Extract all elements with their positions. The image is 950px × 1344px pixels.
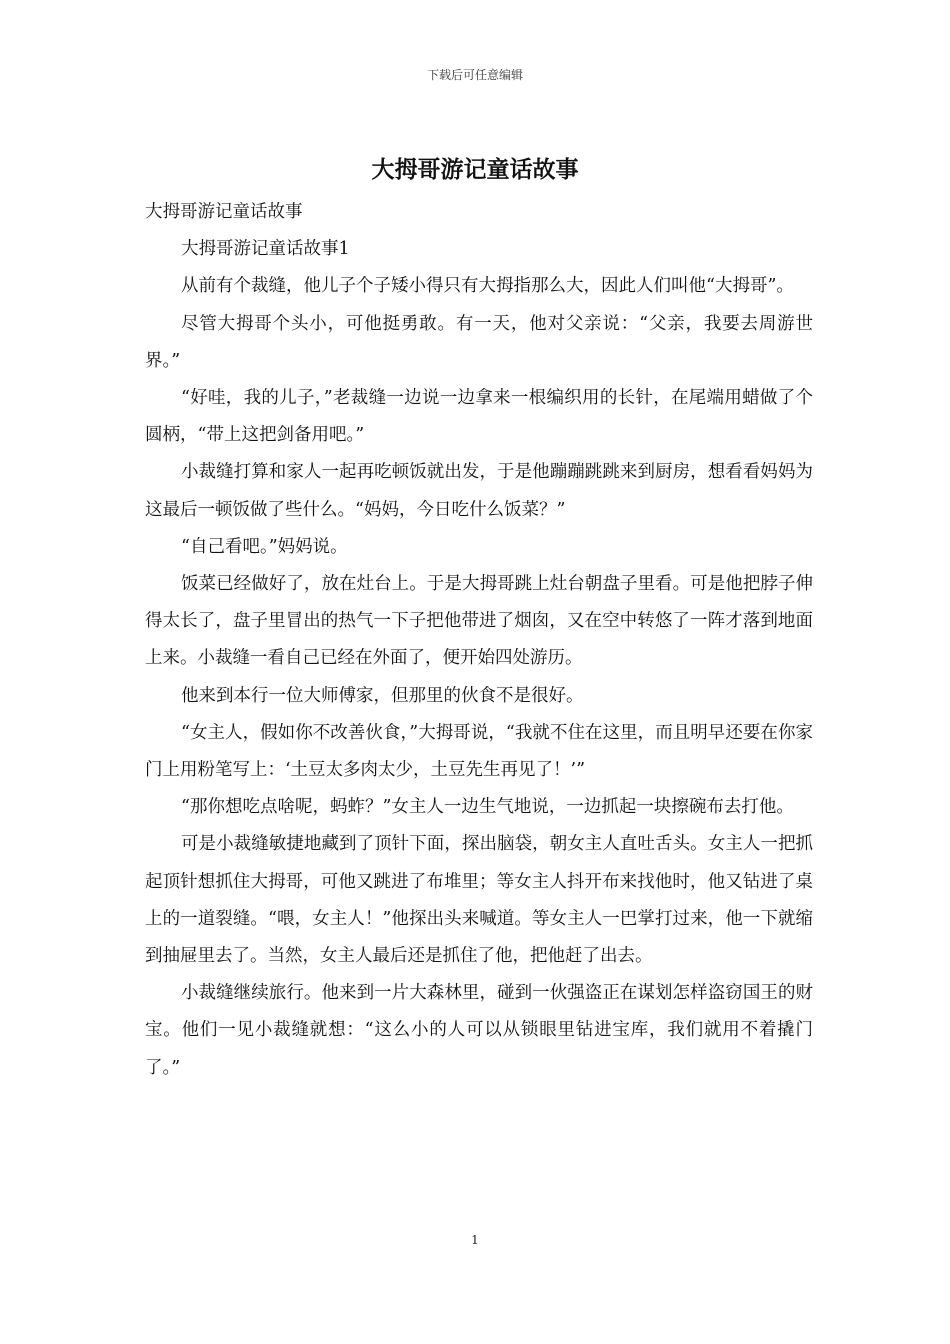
paragraph: “好哇，我的儿子，”老裁缝一边说一边拿来一根编织用的长针，在尾端用蜡做了个圆柄，“带上这把剑备用吧。” bbox=[145, 388, 813, 446]
paragraph: “那你想吃点啥呢，蚂蚱？”女主人一边生气地说，一边抓起一块擦碗布去打他。 bbox=[181, 797, 794, 818]
paragraph: 可是小裁缝敏捷地藏到了顶针下面，探出脑袋，朝女主人直吐舌头。女主人一把抓起顶针想抓住大拇哥，可他又跳进了布堆里；等女主人抖开布来找他时，他又钻进了桌上的一道裂缝。“喂，女主人！”他探出头来喊道。等女主人一巴掌打过来，他一下就缩到抽屉里去了。当然，女主人最后还是抓住了他，把他赶了出去。 bbox=[145, 834, 813, 967]
paragraph: 饭菜已经做好了，放在灶台上。于是大拇哥跳上灶台朝盘子里看。可是他把脖子伸得太长了，盘子里冒出的热气一下子把他带进了烟囱，又在空中转悠了一阵才落到地面上来。小裁缝一看自己已经在外面了，便开始四处游历。 bbox=[145, 574, 813, 669]
paragraph: “女主人，假如你不改善伙食，”大拇哥说，“我就不住在这里，而且明早还要在你家门上用粉笔写上：‘土豆太多肉太少，土豆先生再见了！’” bbox=[145, 722, 813, 781]
header-note: 下载后可任意编辑 bbox=[426, 68, 523, 82]
paragraph: 从前有个裁缝，他儿子个子矮小得只有大拇指那么大，因此人们叫他“大拇哥”。 bbox=[181, 276, 794, 297]
paragraph: 他来到本行一位大师傅家，但那里的伙食不是很好。 bbox=[181, 685, 584, 706]
paragraph: 尽管大拇哥个头小，可他挺勇敢。有一天，他对父亲说：“父亲，我要去周游世界。” bbox=[145, 313, 813, 371]
paragraph: 大拇哥游记童话故事 bbox=[145, 202, 303, 222]
page-number: 1 bbox=[471, 1233, 479, 1247]
paragraph: 小裁缝继续旅行。他来到一片大森林里，碰到一伙强盗正在谋划怎样盗窃国王的财宝。他们一见小裁缝就想：“这么小的人可以从锁眼里钻进宝库，我们就用不着撬门了。” bbox=[145, 983, 813, 1078]
paragraph: 小裁缝打算和家人一起再吃顿饭就出发，于是他蹦蹦跳跳来到厨房，想看看妈妈为这最后一顿饭做了些什么。“妈妈，今日吃什么饭菜？” bbox=[145, 462, 813, 520]
document-title: 大拇哥游记童话故事 bbox=[371, 156, 579, 183]
paragraph: 大拇哥游记童话故事1 bbox=[181, 239, 350, 260]
paragraph: “自己看吧。”妈妈说。 bbox=[181, 536, 348, 557]
document-body bbox=[145, 194, 813, 1087]
